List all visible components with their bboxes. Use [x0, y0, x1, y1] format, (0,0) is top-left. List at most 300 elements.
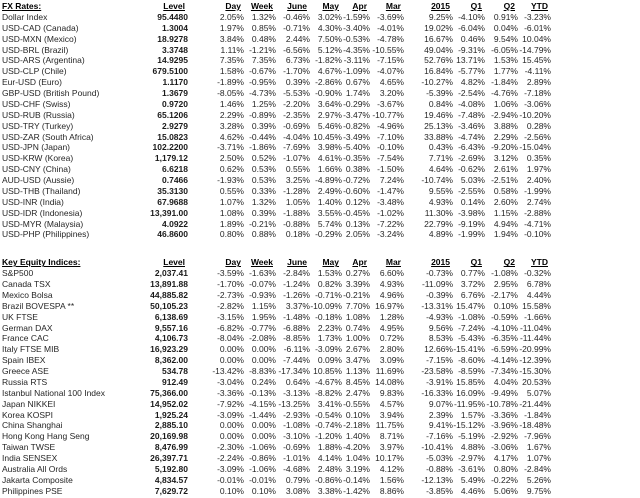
pct-value: -5.43% [458, 333, 485, 344]
pct-value: 0.80% [219, 229, 244, 240]
pct-value: -2.55% [458, 185, 485, 196]
pct-value: -1.02% [377, 207, 404, 218]
pct-value: 0.12% [345, 196, 370, 207]
pct-value: -0.82% [343, 120, 370, 131]
pct-value: -9.49% [491, 387, 518, 398]
row-label: USD-INR (India) [2, 196, 64, 207]
table-row [2, 420, 551, 431]
pct-value: -4.74% [458, 131, 485, 142]
pct-value: 15.45% [522, 55, 551, 66]
pct-value: 4.17% [493, 453, 518, 463]
pct-value: 2.29% [493, 131, 518, 142]
row-label: German DAX [2, 322, 53, 333]
level-value: 2,885.10 [154, 420, 188, 431]
pct-value: 16.97% [375, 300, 404, 311]
pct-value: -17.34% [278, 366, 310, 376]
pct-value: 3.19% [345, 463, 370, 474]
pct-value: 1.05% [285, 196, 310, 207]
level-value: 44,885.82 [150, 289, 188, 300]
level-value: 912.49 [162, 376, 188, 387]
pct-value: -4.01% [377, 22, 404, 33]
column-header-level: Level [163, 1, 185, 11]
table-row [2, 344, 551, 355]
pct-value: -11.95% [453, 398, 485, 409]
pct-value: -0.46% [283, 11, 310, 22]
level-value: 534.78 [162, 366, 188, 376]
pct-value: 3.72% [460, 279, 485, 289]
pct-value: 8.71% [379, 431, 404, 442]
pct-value: 4.93% [379, 279, 404, 289]
fx-rates-table [2, 1, 551, 240]
pct-value: -10.27% [421, 77, 453, 88]
level-value: 95.4480 [157, 11, 188, 22]
pct-value: 1.88% [317, 442, 342, 453]
pct-value: 1.53% [317, 268, 342, 279]
pct-value: -5.40% [343, 142, 370, 153]
level-value: 4.0922 [162, 218, 188, 229]
pct-value: 11.69% [375, 366, 404, 376]
pct-value: -11.09% [421, 279, 453, 289]
level-value: 16,923.29 [150, 344, 188, 355]
pct-value: 0.00% [219, 420, 244, 431]
pct-value: 0.85% [251, 22, 276, 33]
pct-value: -0.13% [249, 387, 276, 398]
pct-value: 0.28% [526, 120, 551, 131]
pct-value: -5.53% [283, 88, 310, 98]
pct-value: 4.64% [428, 164, 453, 175]
row-label: India SENSEX [2, 453, 58, 463]
pct-value: 1.94% [493, 229, 518, 240]
table-row [2, 279, 551, 290]
pct-value: 3.37% [285, 300, 310, 311]
pct-value: -1.86% [249, 142, 276, 153]
pct-value: -0.90% [315, 88, 342, 98]
pct-value: 3.28% [219, 120, 244, 131]
pct-value: 2.39% [428, 409, 453, 420]
pct-value: -2.73% [217, 289, 244, 300]
pct-value: -3.09% [217, 409, 244, 420]
pct-value: 2.05% [345, 229, 370, 240]
row-label: Jakarta Composite [2, 474, 73, 485]
pct-value: 0.00% [251, 355, 276, 366]
pct-value: -2.20% [283, 98, 310, 109]
pct-value: 1.15% [493, 207, 518, 218]
pct-value: -0.18% [315, 311, 342, 322]
pct-value: -2.88% [524, 207, 551, 218]
pct-value: -1.06% [249, 463, 276, 474]
pct-value: 2.97% [317, 109, 342, 120]
pct-value: 16.67% [424, 33, 453, 44]
pct-value: 5.06% [493, 485, 518, 496]
pct-value: 11.75% [375, 420, 404, 431]
pct-value: 10.45% [313, 131, 342, 142]
table-row [2, 333, 551, 344]
pct-value: 2.05% [219, 11, 244, 22]
column-header-week: Week [250, 1, 273, 11]
level-value: 6,138.69 [154, 311, 188, 322]
table-row [2, 175, 551, 186]
pct-value: -5.19% [458, 431, 485, 442]
level-value: 1,925.24 [154, 409, 188, 420]
level-value: 9,557.16 [154, 322, 188, 333]
pct-value: -0.74% [315, 420, 342, 431]
pct-value: -3.10% [283, 431, 310, 442]
pct-value: -4.08% [458, 98, 485, 109]
pct-value: -16.33% [421, 387, 453, 398]
pct-value: 1.56% [379, 474, 404, 485]
pct-value: 0.00% [219, 431, 244, 442]
table-row [2, 475, 551, 486]
row-label: USD-CLP (Chile) [2, 66, 67, 77]
row-label: S&P500 [2, 268, 34, 279]
pct-value: -2.92% [491, 431, 518, 442]
pct-value: 4.65% [379, 77, 404, 88]
pct-value: -3.61% [458, 463, 485, 474]
pct-value: 0.74% [345, 322, 370, 333]
pct-value: 4.94% [493, 218, 518, 229]
pct-value: -7.44% [283, 355, 310, 366]
pct-value: -0.69% [283, 442, 310, 453]
pct-value: -1.93% [217, 175, 244, 185]
pct-value: 14.08% [375, 376, 404, 387]
pct-value: -11.04% [519, 322, 551, 333]
pct-value: -4.76% [491, 88, 518, 98]
pct-value: -4.15% [249, 398, 276, 409]
column-header-week: Week [250, 257, 273, 268]
pct-value: -10.09% [310, 300, 342, 311]
pct-value: -1.88% [283, 207, 310, 218]
pct-value: -3.11% [343, 55, 370, 66]
pct-value: -0.88% [283, 218, 310, 229]
pct-value: -3.24% [377, 229, 404, 240]
pct-value: -2.69% [458, 153, 485, 164]
pct-value: 9.56% [428, 322, 453, 333]
table-row [2, 121, 551, 132]
pct-value: -1.44% [249, 409, 276, 420]
pct-value: 0.09% [317, 355, 342, 366]
row-label: France CAC [2, 333, 49, 344]
row-label: AUD-USD (Aussie) [2, 175, 75, 185]
pct-value: -3.46% [458, 120, 485, 131]
pct-value: -0.89% [249, 109, 276, 120]
pct-value: 0.80% [493, 463, 518, 474]
pct-value: 1.13% [345, 366, 370, 376]
pct-value: 1.11% [220, 44, 244, 55]
pct-value: 0.33% [251, 185, 276, 196]
pct-value: -15.04% [519, 142, 551, 153]
row-label: USD-KRW (Korea) [2, 153, 74, 164]
pct-value: 1.07% [219, 196, 244, 207]
pct-value: 5.74% [317, 218, 342, 229]
row-label: Mexico Bolsa [2, 289, 53, 300]
pct-value: 0.13% [345, 218, 370, 229]
pct-value: 4.12% [379, 463, 404, 474]
pct-value: 52.76% [424, 55, 453, 66]
pct-value: 10.04% [522, 33, 551, 44]
table-row [2, 410, 551, 421]
pct-value: -3.36% [491, 409, 518, 420]
pct-value: -7.96% [524, 431, 551, 442]
pct-value: 5.26% [526, 474, 551, 485]
pct-value: -13.25% [278, 398, 310, 409]
pct-value: 9.41% [428, 420, 453, 431]
pct-value: 2.74% [526, 196, 551, 207]
pct-value: 2.80% [379, 344, 404, 355]
pct-value: 16.84% [424, 66, 453, 77]
pct-value: -8.82% [315, 387, 342, 398]
row-label: Taiwan TWSE [2, 442, 56, 453]
table-row [2, 12, 551, 23]
pct-value: 2.40% [526, 175, 551, 185]
level-value: 1.1170 [162, 77, 188, 88]
row-label: USD-BRL (Brazil) [2, 44, 69, 55]
row-label: Dollar Index [2, 11, 48, 22]
pct-value: 5.49% [460, 474, 485, 485]
pct-value: 1.04% [345, 453, 370, 463]
table-row [2, 45, 551, 56]
pct-value: 3.08% [285, 485, 310, 496]
pct-value: 0.39% [285, 77, 310, 88]
pct-value: 0.46% [460, 33, 485, 44]
pct-value: 0.38% [345, 164, 370, 175]
pct-value: -7.24% [458, 322, 485, 333]
pct-value: -4.20% [343, 442, 370, 453]
pct-value: 1.15% [251, 300, 276, 311]
pct-value: -1.82% [315, 55, 342, 66]
column-header-day: Day [225, 257, 241, 268]
column-header-q1: Q1 [470, 1, 482, 11]
pct-value: -8.59% [458, 366, 485, 376]
row-label: Brazil BOVESPA ** [2, 300, 75, 311]
pct-value: 1.58% [219, 66, 244, 77]
pct-value: -8.05% [217, 88, 244, 98]
pct-value: -7.15% [426, 355, 453, 366]
pct-value: 2.67% [345, 344, 370, 355]
pct-value: 1.53% [493, 55, 518, 66]
pct-value: 4.44% [526, 289, 551, 300]
pct-value: 0.53% [251, 175, 276, 185]
pct-value: 1.25% [251, 98, 276, 109]
pct-value: 2.95% [493, 279, 518, 289]
pct-value: 2.61% [493, 164, 518, 175]
table-row [2, 142, 551, 153]
pct-value: 22.79% [424, 218, 453, 229]
level-value: 35.3130 [157, 185, 188, 196]
pct-value: -6.43% [458, 142, 485, 153]
pct-value: -6.82% [217, 322, 244, 333]
level-value: 7,629.72 [154, 485, 188, 496]
pct-value: -11.44% [519, 333, 551, 344]
pct-value: 5.12% [317, 44, 342, 55]
pct-value: -2.86% [315, 77, 342, 88]
table-row [2, 88, 551, 99]
pct-value: -1.63% [249, 268, 276, 279]
pct-value: 4.30% [317, 22, 342, 33]
pct-value: -4.71% [524, 218, 551, 229]
pct-value: -3.91% [426, 376, 453, 387]
pct-value: 2.49% [317, 185, 342, 196]
pct-value: 0.82% [317, 279, 342, 289]
pct-value: -15.41% [453, 344, 485, 355]
level-value: 679.5100 [152, 66, 188, 77]
pct-value: 6.76% [460, 289, 485, 300]
pct-value: -8.83% [249, 366, 276, 376]
pct-value: 3.97% [379, 442, 404, 453]
pct-value: -2.56% [524, 131, 551, 142]
pct-value: 0.10% [345, 409, 370, 420]
table-row [2, 110, 551, 121]
pct-value: -3.71% [217, 142, 244, 153]
pct-value: 2.47% [345, 387, 370, 398]
pct-value: 10.17% [375, 453, 404, 463]
pct-value: 4.04% [493, 376, 518, 387]
pct-value: 3.41% [317, 398, 342, 409]
level-value: 5,192.80 [154, 463, 188, 474]
pct-value: -0.55% [343, 398, 370, 409]
pct-value: -3.23% [524, 11, 551, 22]
fx-section-title: FX Rates: [2, 1, 42, 11]
pct-value: -2.84% [283, 268, 310, 279]
table-row [2, 229, 551, 240]
pct-value: 1.00% [345, 333, 370, 344]
pct-value: -3.15% [217, 311, 244, 322]
pct-value: -1.89% [217, 77, 244, 88]
pct-value: 2.50% [219, 153, 244, 164]
pct-value: 19.46% [424, 109, 453, 120]
pct-value: -6.88% [283, 322, 310, 333]
pct-value: 3.02% [317, 11, 342, 22]
table-row [2, 34, 551, 45]
level-value: 18.9278 [157, 33, 188, 44]
pct-value: -6.56% [283, 44, 310, 55]
column-header-june: June [287, 1, 307, 11]
level-value: 4,834.57 [154, 474, 188, 485]
pct-value: 0.52% [251, 153, 276, 164]
pct-value: 1.40% [317, 196, 342, 207]
pct-value: -4.73% [249, 88, 276, 98]
pct-value: -1.47% [377, 185, 404, 196]
pct-value: 7.70% [345, 300, 370, 311]
pct-value: -10.78% [486, 398, 518, 409]
pct-value: 1.74% [345, 88, 370, 98]
pct-value: -7.69% [283, 142, 310, 153]
table-row [2, 355, 551, 366]
pct-value: -1.01% [283, 453, 310, 463]
pct-value: -1.09% [343, 66, 370, 77]
pct-value: 3.55% [317, 207, 342, 218]
pct-value: -5.39% [426, 88, 453, 98]
pct-value: -0.22% [491, 474, 518, 485]
pct-value: -3.98% [458, 207, 485, 218]
pct-value: 0.04% [493, 22, 518, 33]
pct-value: 1.95% [251, 311, 276, 322]
column-header-q2: Q2 [503, 1, 515, 11]
pct-value: 1.97% [219, 22, 244, 33]
pct-value: -7.34% [491, 366, 518, 376]
level-value: 0.7466 [162, 175, 188, 185]
pct-value: -2.84% [524, 463, 551, 474]
row-label: USD-MXN (Mexico) [2, 33, 77, 44]
column-header-mar: Mar [385, 1, 401, 11]
pct-value: 0.18% [285, 229, 310, 240]
pct-value: -10.74% [421, 175, 453, 185]
pct-value: -2.54% [458, 88, 485, 98]
row-label: USD-CAD (Canada) [2, 22, 79, 33]
fx-header-row [2, 1, 551, 12]
pct-value: 20.53% [522, 376, 551, 387]
pct-value: 6.78% [526, 279, 551, 289]
pct-value: -1.07% [283, 153, 310, 164]
pct-value: 0.39% [251, 120, 276, 131]
level-value: 4,106.73 [154, 333, 188, 344]
pct-value: 2.44% [285, 33, 310, 44]
pct-value: -2.24% [217, 453, 244, 463]
pct-value: 0.00% [219, 355, 244, 366]
table-row [2, 153, 551, 164]
pct-value: 4.62% [219, 131, 244, 142]
level-value: 1.3679 [162, 88, 188, 98]
table-row [2, 323, 551, 334]
pct-value: 9.07% [428, 398, 453, 409]
level-value: 13,891.88 [150, 279, 188, 289]
pct-value: -2.35% [283, 109, 310, 120]
table-row [2, 55, 551, 66]
pct-value: -0.10% [377, 142, 404, 153]
pct-value: -3.96% [491, 420, 518, 431]
row-label: Italy FTSE MIB [2, 344, 60, 355]
pct-value: -4.04% [283, 131, 310, 142]
row-label: USD-IDR (Indonesia) [2, 207, 83, 218]
pct-value: 1.46% [219, 98, 244, 109]
level-value: 15.0823 [157, 131, 188, 142]
equity-rows [2, 268, 551, 496]
pct-value: -4.10% [458, 11, 485, 22]
pct-value: 4.57% [379, 398, 404, 409]
equity-header-row [2, 257, 551, 268]
row-label: USD-TRY (Turkey) [2, 120, 74, 131]
pct-value: 7.35% [219, 55, 244, 66]
pct-value: -3.67% [377, 98, 404, 109]
level-value: 102.2200 [152, 142, 188, 153]
pct-value: 15.47% [456, 300, 485, 311]
pct-value: -15.12% [453, 420, 485, 431]
pct-value: 1.97% [526, 164, 551, 175]
pct-value: 9.25% [428, 11, 453, 22]
pct-value: 0.88% [251, 229, 276, 240]
row-label: GBP-USD (British Pound) [2, 88, 100, 98]
pct-value: -0.86% [315, 474, 342, 485]
row-label: USD-CNY (China) [2, 164, 71, 175]
pct-value: -6.04% [458, 22, 485, 33]
pct-value: -3.69% [377, 11, 404, 22]
pct-value: 0.79% [285, 474, 310, 485]
row-label: Spain IBEX [2, 355, 46, 366]
pct-value: -3.48% [377, 196, 404, 207]
table-row [2, 301, 551, 312]
pct-value: 1.73% [317, 333, 342, 344]
pct-value: 2.48% [317, 463, 342, 474]
pct-value: 3.12% [493, 153, 518, 164]
row-label: USD-ZAR (South Africa) [2, 131, 94, 142]
pct-value: 12.66% [424, 344, 453, 355]
pct-value: -1.84% [491, 77, 518, 88]
pct-value: -2.30% [217, 442, 244, 453]
pct-value: 9.75% [526, 485, 551, 496]
pct-value: -0.29% [343, 98, 370, 109]
pct-value: -1.59% [343, 11, 370, 22]
pct-value: -9.31% [458, 44, 485, 55]
pct-value: -3.06% [524, 98, 551, 109]
